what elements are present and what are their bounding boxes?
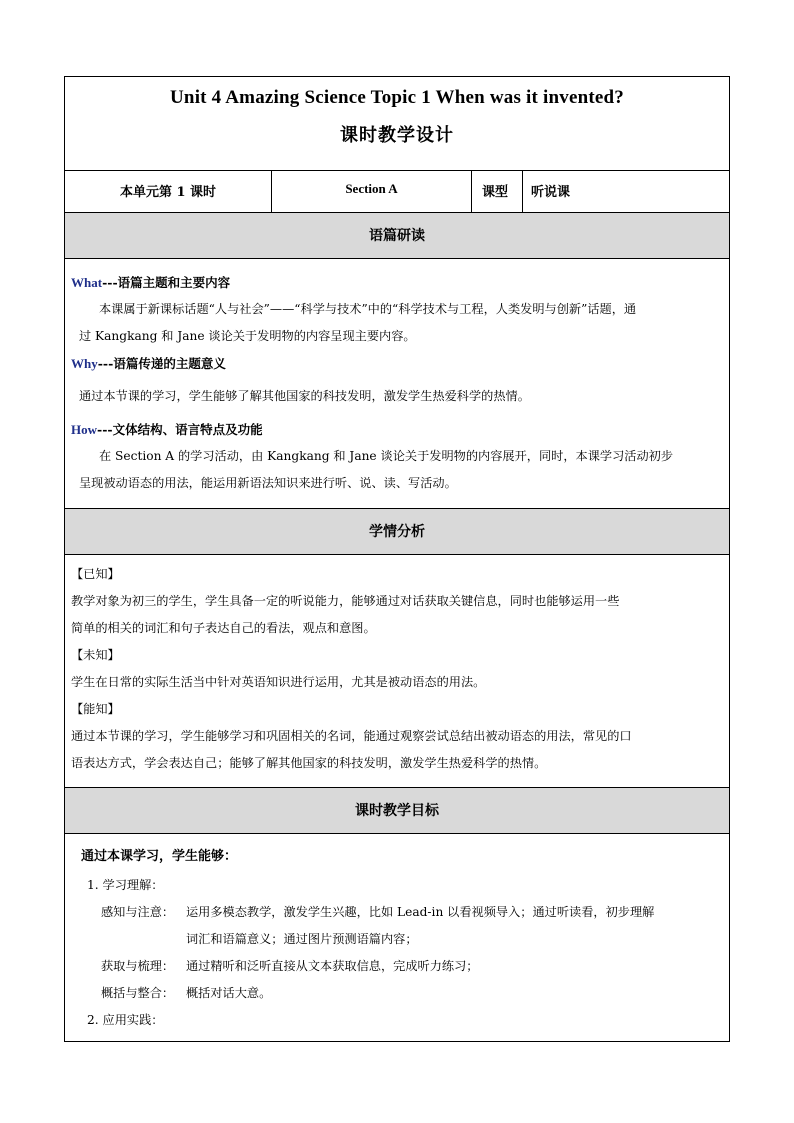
sub-label-acquire: 获取与梳理： bbox=[101, 959, 175, 973]
section-heading-lesson-objectives: 课时教学目标 bbox=[65, 788, 729, 834]
known-line-1: 教学对象为初三的学生，学生具备一定的听说能力，能够通过对话获取关键信息，同时也能够运用一些 bbox=[71, 594, 620, 608]
type-label-cell: 课型 bbox=[472, 171, 523, 212]
what-label: What bbox=[71, 275, 103, 290]
why-line-1: 通过本节课的学习，学生能够了解其他国家的科技发明，激发学生热爱科学的热情。 bbox=[79, 389, 530, 403]
sub-text-perception-2: 词汇和语篇意义；通过图片预测语篇内容； bbox=[186, 932, 418, 946]
objective-item-1: 1. 学习理解： bbox=[87, 878, 164, 892]
known-line-2: 简单的相关的词汇和句子表达自己的看法，观点和意图。 bbox=[71, 621, 376, 635]
why-heading bbox=[65, 350, 729, 377]
why-sep: --- bbox=[97, 356, 114, 371]
objective-sub-acquire bbox=[65, 953, 729, 980]
sub-text-acquire: 通过精听和泛听直接从文本获取信息，完成听力练习； bbox=[186, 959, 479, 973]
able-line-1: 通过本节课的学习，学生能够学习和巩固相关的名词，能通过观察尝试总结出被动语态的用法，常见的口 bbox=[71, 729, 632, 743]
title-chinese: 课时教学设计 bbox=[340, 125, 454, 146]
why-label: Why bbox=[71, 356, 98, 371]
section-cell: Section A bbox=[272, 171, 472, 212]
known-label: 【已知】 bbox=[71, 567, 120, 581]
able-label: 【能知】 bbox=[71, 702, 120, 716]
unknown-label: 【未知】 bbox=[71, 648, 120, 662]
sub-label-summarize: 概括与整合： bbox=[101, 986, 175, 1000]
what-title: 语篇主题和主要内容 bbox=[117, 275, 231, 290]
what-line-1: 本课属于新课标话题“人与社会”——“科学与技术”中的“科学技术与工程，人类发明与创新”话题，通 bbox=[99, 302, 637, 316]
lesson-number-cell: 本单元第 1 课时 bbox=[65, 171, 272, 212]
what-sep: --- bbox=[102, 275, 118, 290]
sub-text-summarize: 概括对话大意。 bbox=[186, 986, 272, 1000]
type-value-cell: 听说课 bbox=[531, 185, 571, 200]
student-analysis-content bbox=[65, 555, 729, 788]
how-sep: --- bbox=[97, 422, 113, 437]
able-line-2: 语表达方式，学会表达自己；能够了解其他国家的科技发明，激发学生热爱科学的热情。 bbox=[71, 756, 547, 770]
title-english: Unit 4 Amazing Science Topic 1 When was it invented? bbox=[170, 87, 624, 108]
what-line-2: 过 Kangkang 和 Jane 谈论关于发明物的内容呈现主要内容。 bbox=[79, 329, 416, 343]
sub-text-perception-1: 运用多模态教学，激发学生兴趣，比如 Lead-in 以看视频导入；通过听读看，初步理解 bbox=[186, 905, 655, 919]
lesson-plan-table bbox=[64, 76, 730, 1042]
unknown-line-1: 学生在日常的实际生活当中针对英语知识进行运用，尤其是被动语态的用法。 bbox=[71, 675, 486, 689]
objective-sub-summarize bbox=[65, 980, 729, 1007]
lesson-objectives-content bbox=[65, 834, 729, 1034]
lesson-plan-page bbox=[64, 76, 730, 1042]
why-title: 语篇传递的主题意义 bbox=[113, 356, 226, 371]
section-heading-text-study: 语篇研读 bbox=[65, 213, 729, 259]
text-study-content bbox=[65, 259, 729, 509]
how-line-1: 在 Section A 的学习活动，由 Kangkang 和 Jane 谈论关于发明物的内容展开，同时，本课学习活动初步 bbox=[99, 449, 674, 463]
how-title: 文体结构、语言特点及功能 bbox=[112, 422, 263, 437]
section-heading-student-analysis: 学情分析 bbox=[65, 509, 729, 555]
objective-item-2: 2. 应用实践： bbox=[87, 1013, 164, 1027]
title-row bbox=[65, 77, 729, 171]
objectives-intro: 通过本课学习，学生能够： bbox=[81, 849, 238, 864]
how-line-2: 呈现被动语态的用法，能运用新语法知识来进行听、说、读、写活动。 bbox=[79, 476, 457, 490]
what-heading bbox=[65, 269, 729, 296]
how-label: How bbox=[71, 422, 97, 437]
info-row bbox=[65, 171, 729, 213]
how-heading bbox=[65, 416, 729, 443]
sub-label-perception: 感知与注意： bbox=[101, 905, 175, 919]
objective-sub-perception bbox=[65, 899, 729, 926]
